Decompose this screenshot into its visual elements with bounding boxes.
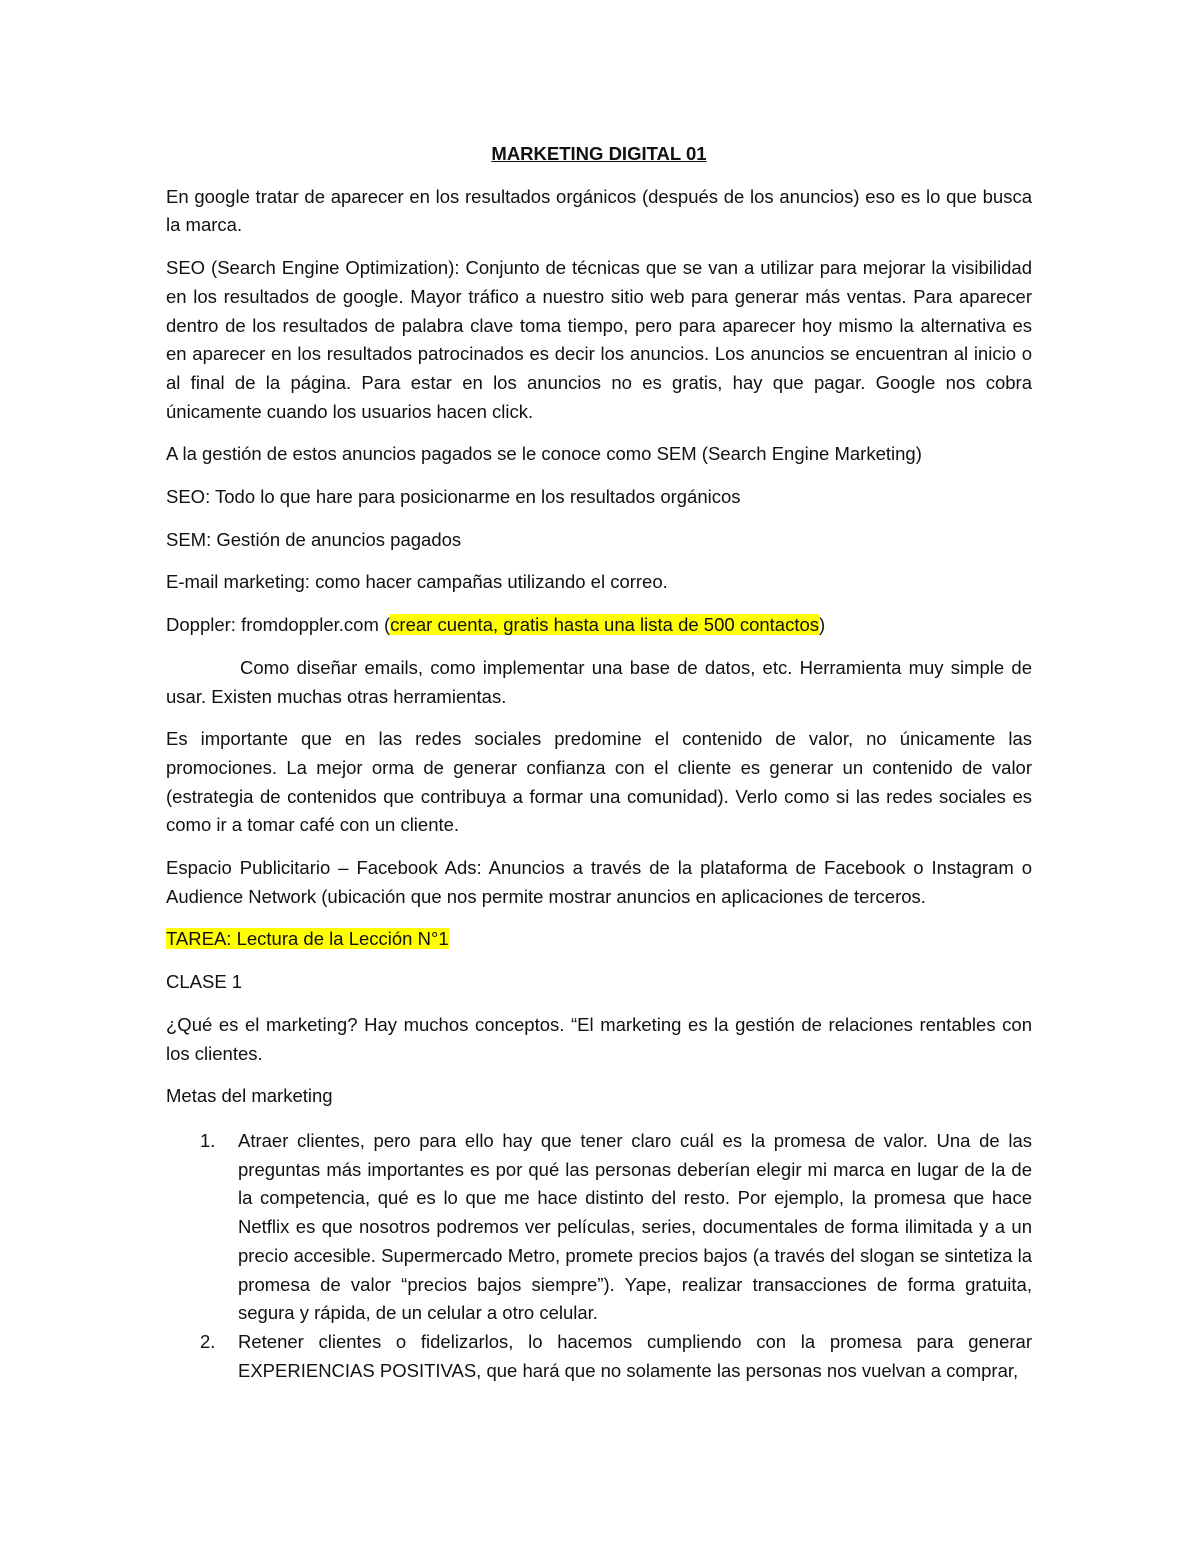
list-item-number: 2. (200, 1330, 216, 1352)
document-page (166, 140, 1032, 1385)
marketing-goals-list (166, 1127, 1032, 1385)
list-item (166, 1328, 1032, 1385)
paragraph-marketing-goals: Metas del marketing (166, 1085, 333, 1107)
paragraph-social-content: Es importante que en las redes sociales predomine el contenido de valor, no únicamente las promociones. La mejor orma de generar confianza con el cliente es generar un contenido de valor (estrategia de contenidos que contribuya a formar una comunidad). Verlo como si las redes sociales es como ir a tomar café con un cliente. (166, 728, 1032, 836)
list-item (166, 1127, 1032, 1328)
paragraph-sem-summary: SEM: Gestión de anuncios pagados (166, 528, 462, 550)
list-item-text: Retener clientes o fidelizarlos, lo hacemos cumpliendo con la promesa para generar EXPERIENCIAS POSITIVAS, que hará que no solamente las personas nos vuelvan a comprar, (238, 1330, 1032, 1381)
paragraph-doppler (166, 611, 1032, 640)
doppler-text: Doppler: fromdoppler.com ( (166, 614, 391, 636)
doppler-text-end: ) (819, 614, 826, 636)
doppler-highlight: crear cuenta, gratis hasta una lista de 500 contactos (390, 614, 819, 636)
homework-highlight: TAREA: Lectura de la Lección N°1 (166, 928, 449, 950)
paragraph-facebook-ads: Espacio Publicitario – Facebook Ads: Anuncios a través de la plataforma de Facebook o Instagram o Audience Network (ubicación que nos permite mostrar anuncios en aplicaciones de terceros. (166, 857, 1032, 907)
paragraph-seo-summary: SEO: Todo lo que hare para posicionarme en los resultados orgánicos (166, 486, 741, 508)
list-item-text: Atraer clientes, pero para ello hay que tener claro cuál es la promesa de valor. Una de las preguntas más importantes es por qué las personas deberían elegir mi marca en lugar de la de la competencia, qué es lo que me hace distinto del resto. Por ejemplo, la promesa que hace Netflix es que nosotros podremos ver películas, series, documentales de forma ilimitada y a un precio accesible. Supermercado Metro, promete precios bajos (a través del slogan se sintetiza la promesa de valor “precios bajos siempre”). Yape, realizar transacciones de forma gratuita, segura y rápida, de un celular a otro celular. (238, 1129, 1032, 1324)
paragraph-class-heading: CLASE 1 (166, 971, 243, 993)
list-item-number: 1. (200, 1129, 216, 1151)
paragraph-seo-definition: SEO (Search Engine Optimization): Conjunto de técnicas que se van a utilizar para mejorar la visibilidad en los resultados de google. Mayor tráfico a nuestro sitio web para generar más ventas. Para aparecer dentro de los resultados de palabra clave toma tiempo, pero para aparecer hoy mismo la alternativa es en aparecer en los resultados patrocinados es decir los anuncios. Los anuncios se encuentran al inicio o al final de la página. Para estar en los anuncios no es gratis, hay que pagar. Google nos cobra únicamente cuando los usuarios hacen click. (166, 257, 1032, 422)
paragraph-email-marketing: E-mail marketing: como hacer campañas utilizando el correo. (166, 571, 668, 593)
paragraph-marketing-definition: ¿Qué es el marketing? Hay muchos conceptos. “El marketing es la gestión de relaciones rentables con los clientes. (166, 1013, 1032, 1064)
paragraph-sem-intro: A la gestión de estos anuncios pagados se le conoce como SEM (Search Engine Marketing) (166, 443, 922, 465)
paragraph-email-design: Como diseñar emails, como implementar una base de datos, etc. Herramienta muy simple de usar. Existen muchas otras herramientas. (166, 656, 1032, 707)
paragraph-homework (166, 925, 1032, 954)
document-title: MARKETING DIGITAL 01 (491, 143, 707, 164)
paragraph-organic-results: En google tratar de aparecer en los resultados orgánicos (después de los anuncios) eso es lo que busca la marca. (166, 185, 1032, 236)
